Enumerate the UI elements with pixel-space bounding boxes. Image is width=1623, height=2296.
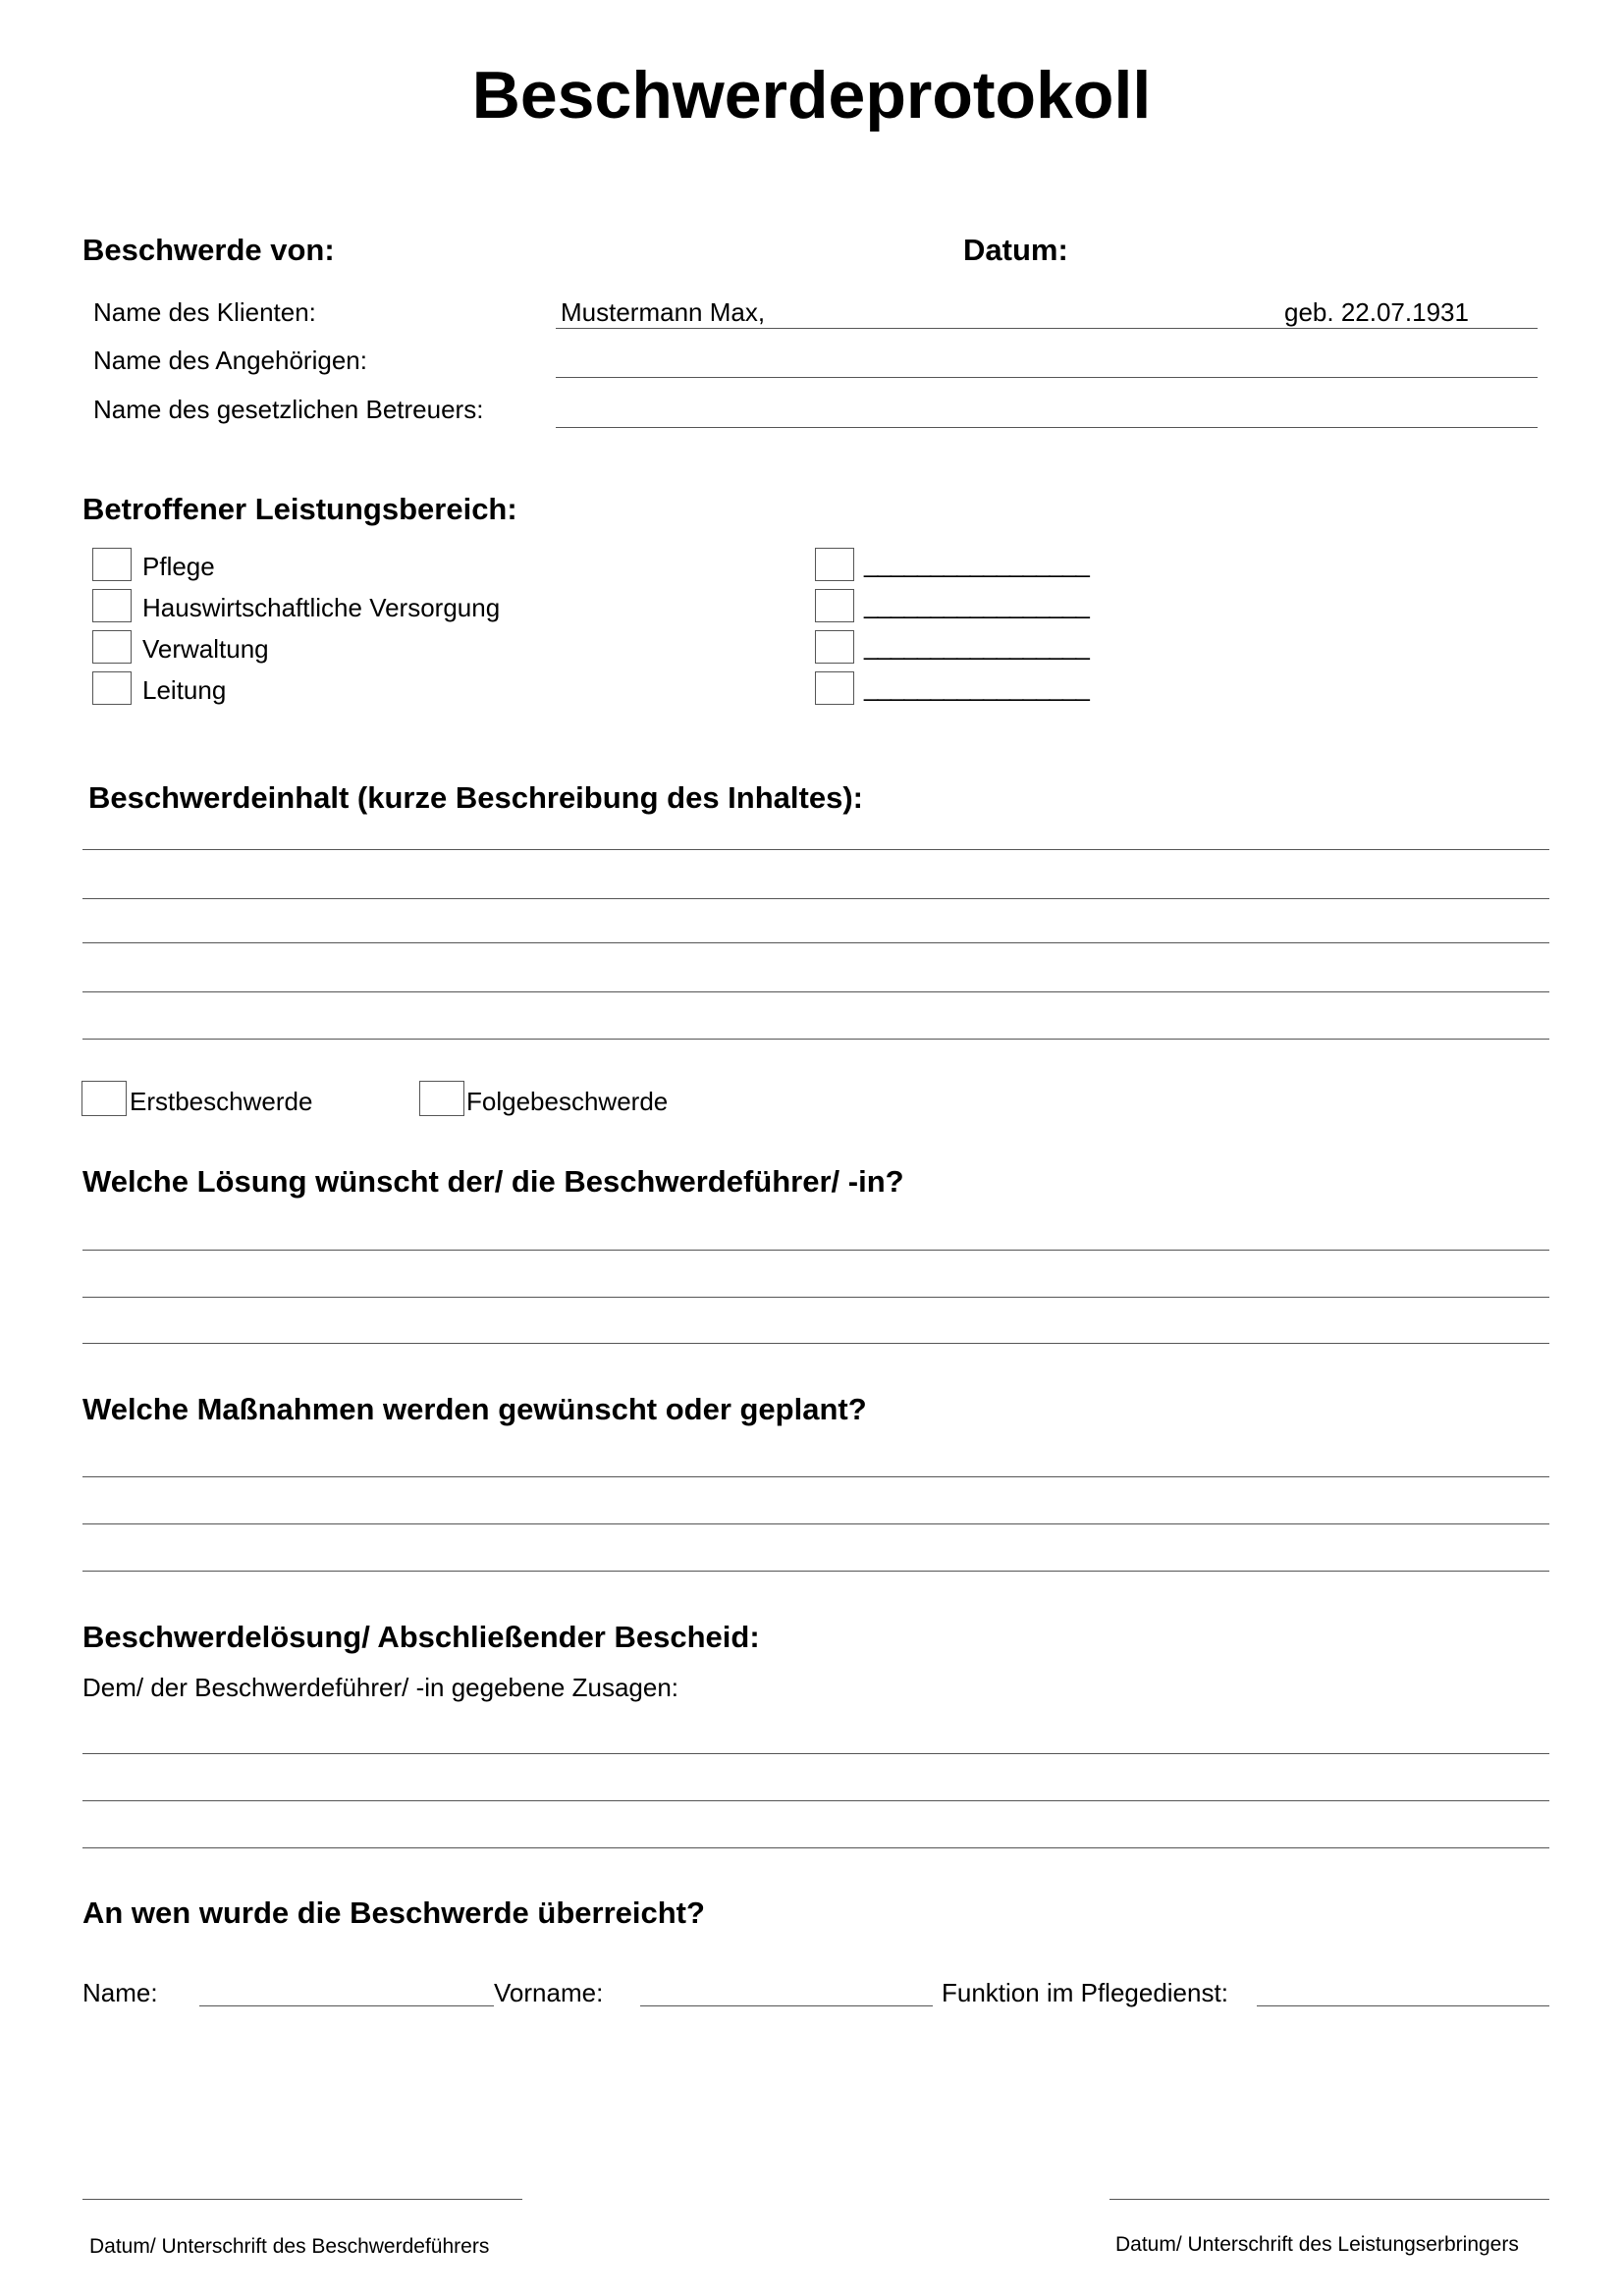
handover-name-label: Name:: [82, 1978, 158, 2007]
client-name-value[interactable]: Mustermann Max,: [561, 297, 766, 327]
option-label-leitung: Leitung: [142, 675, 227, 705]
resolution-line-3[interactable]: [82, 1847, 1549, 1848]
client-label: Name des Klienten:: [93, 297, 316, 327]
resolution-line-2[interactable]: [82, 1800, 1549, 1801]
measures-heading: Welche Maßnahmen werden gewünscht oder geplant?: [82, 1392, 867, 1426]
provider-signature-label: Datum/ Unterschrift des Leistungserbringers: [1115, 2233, 1519, 2256]
content-line-3[interactable]: [82, 942, 1549, 943]
resolution-heading: Beschwerdelösung/ Abschließender Bescheid:: [82, 1620, 760, 1654]
option-label-verwaltung: Verwaltung: [142, 634, 269, 664]
relative-label: Name des Angehörigen:: [93, 346, 367, 375]
page-title: Beschwerdeprotokoll: [471, 58, 1152, 133]
checkbox-pflege[interactable]: [92, 548, 132, 581]
relative-name-field[interactable]: [556, 377, 1538, 378]
resolution-subheading: Dem/ der Beschwerdeführer/ -in gegebene Zusagen:: [82, 1673, 679, 1702]
checkbox-other-3[interactable]: [815, 630, 854, 664]
resolution-line-1[interactable]: [82, 1753, 1549, 1754]
measures-line-1[interactable]: [82, 1476, 1549, 1477]
other-field-3[interactable]: _________________: [864, 631, 1089, 661]
first-complaint-label: Erstbeschwerde: [130, 1087, 313, 1116]
option-label-hauswirtschaft: Hauswirtschaftliche Versorgung: [142, 593, 501, 622]
checkbox-verwaltung[interactable]: [92, 630, 132, 664]
content-line-1[interactable]: [82, 849, 1549, 850]
handover-name-field[interactable]: [199, 2005, 494, 2006]
service-area-heading: Betroffener Leistungsbereich:: [82, 492, 517, 526]
guardian-name-field[interactable]: [556, 427, 1538, 428]
handover-funktion-label: Funktion im Pflegedienst:: [942, 1978, 1228, 2007]
date-heading: Datum:: [963, 233, 1068, 267]
checkbox-first-complaint[interactable]: [81, 1081, 127, 1116]
checkbox-other-1[interactable]: [815, 548, 854, 581]
complaint-from-heading: Beschwerde von:: [82, 233, 335, 267]
solution-heading: Welche Lösung wünscht der/ die Beschwerdeführer/ -in?: [82, 1164, 904, 1199]
handover-heading: An wen wurde die Beschwerde überreicht?: [82, 1896, 705, 1930]
complaint-content-heading: Beschwerdeinhalt (kurze Beschreibung des Inhaltes):: [88, 780, 863, 815]
provider-signature-field[interactable]: [1109, 2199, 1549, 2200]
checkbox-other-2[interactable]: [815, 589, 854, 622]
other-field-4[interactable]: _________________: [864, 672, 1089, 702]
handover-vorname-field[interactable]: [640, 2005, 933, 2006]
option-label-pflege: Pflege: [142, 552, 215, 581]
follow-up-label: Folgebeschwerde: [466, 1087, 669, 1116]
other-field-2[interactable]: _________________: [864, 590, 1089, 619]
checkbox-leitung[interactable]: [92, 671, 132, 705]
handover-vorname-label: Vorname:: [494, 1978, 604, 2007]
solution-line-2[interactable]: [82, 1297, 1549, 1298]
client-birth-value[interactable]: geb. 22.07.1931: [1284, 297, 1469, 327]
measures-line-2[interactable]: [82, 1523, 1549, 1524]
content-line-2[interactable]: [82, 898, 1549, 899]
content-line-4[interactable]: [82, 991, 1549, 992]
other-field-1[interactable]: _________________: [864, 549, 1089, 578]
handover-funktion-field[interactable]: [1257, 2005, 1549, 2006]
measures-line-3[interactable]: [82, 1571, 1549, 1572]
solution-line-1[interactable]: [82, 1250, 1549, 1251]
solution-line-3[interactable]: [82, 1343, 1549, 1344]
complainant-signature-label: Datum/ Unterschrift des Beschwerdeführers: [89, 2235, 490, 2258]
client-name-line: [556, 328, 1538, 329]
checkbox-other-4[interactable]: [815, 671, 854, 705]
checkbox-hauswirtschaft[interactable]: [92, 589, 132, 622]
guardian-label: Name des gesetzlichen Betreuers:: [93, 395, 484, 424]
content-line-5[interactable]: [82, 1039, 1549, 1040]
checkbox-follow-up[interactable]: [419, 1081, 464, 1116]
complainant-signature-field[interactable]: [82, 2199, 522, 2200]
